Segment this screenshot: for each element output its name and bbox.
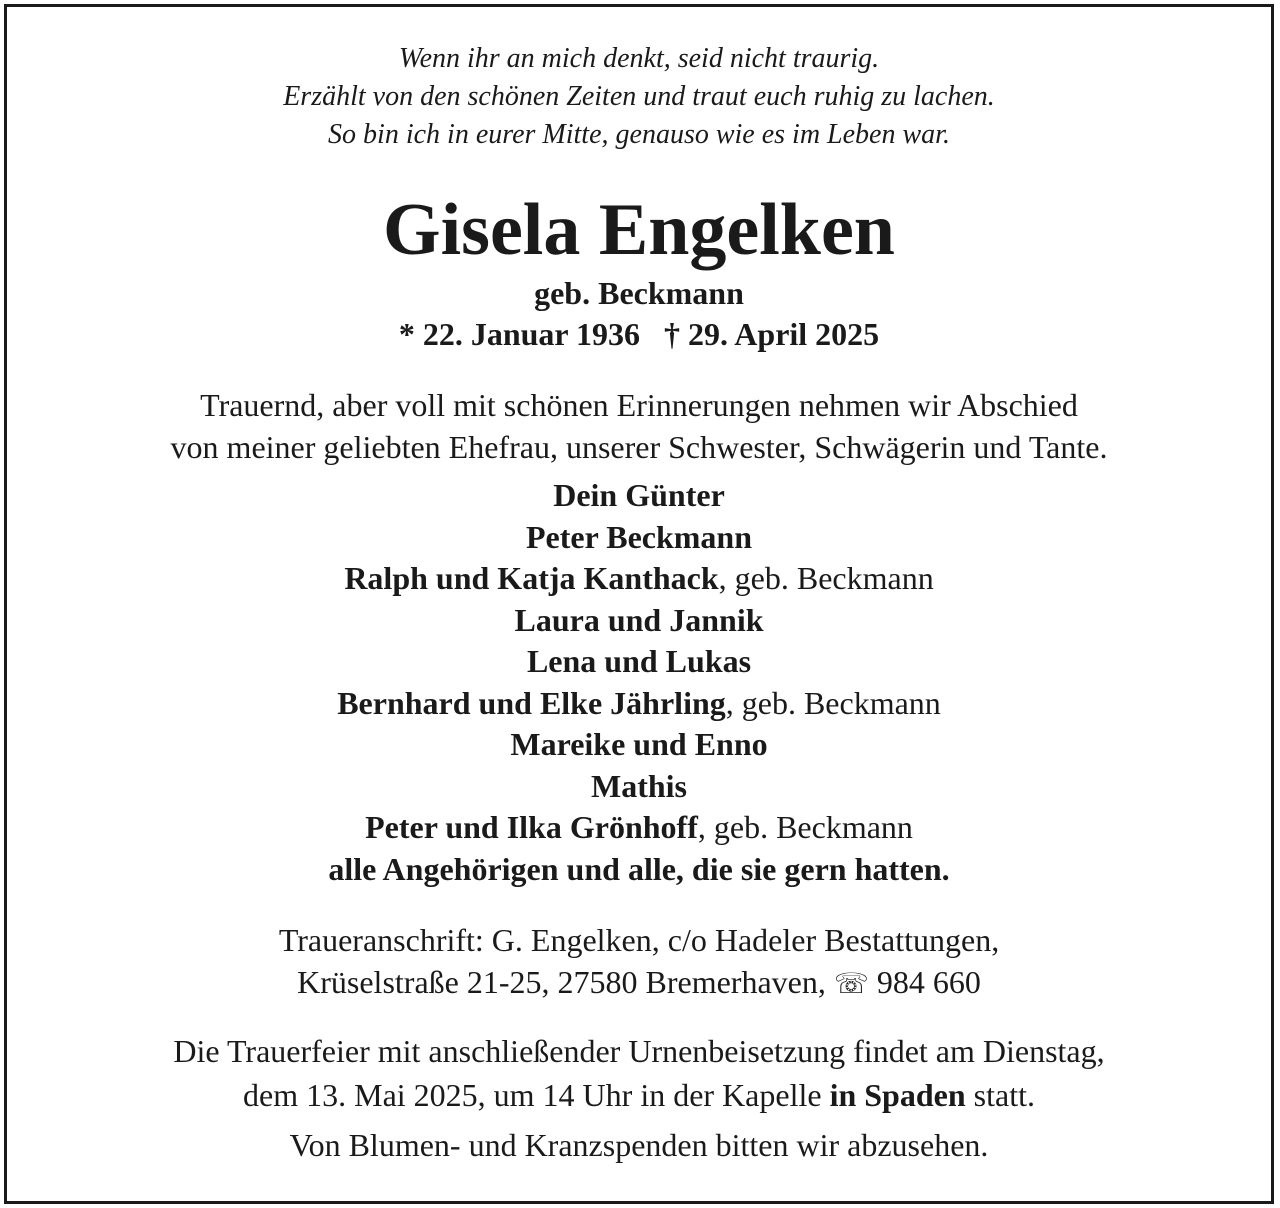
telephone-icon: ☏: [833, 967, 869, 1000]
mourner-suffix: , geb. Beckmann: [697, 809, 913, 845]
mourner-row: [7, 849, 1271, 891]
mourner-row: [7, 766, 1271, 808]
poem-line: Wenn ihr an mich denkt, seid nicht traurig.: [398, 43, 880, 74]
mourner-names: Lena und Lukas: [526, 643, 752, 679]
poem: [7, 40, 1271, 154]
mourner-names: Peter und Ilka Grönhoff: [365, 809, 698, 845]
phone-number: 984 660: [876, 964, 981, 1000]
farewell-line: von meiner geliebten Ehefrau, unserer Schwester, Schwägerin und Tante.: [170, 429, 1108, 465]
ceremony-info: [7, 1029, 1271, 1117]
ceremony-line: [7, 1073, 1271, 1117]
poem-line: So bin ich in eurer Mitte, genauso wie es im Leben war.: [328, 119, 950, 150]
address-street: Krüselstraße 21-25, 27580 Bremerhaven,: [297, 964, 826, 1000]
address-line: [7, 961, 1271, 1005]
mourner-row: [7, 807, 1271, 849]
address-line: Traueranschrift: G. Engelken, c/o Hadeler Bestattungen,: [278, 922, 1000, 958]
mourner-row: [7, 600, 1271, 642]
mourner-names: Dein Günter: [553, 477, 725, 513]
ceremony-place: in Spaden: [829, 1077, 966, 1113]
birth-date: * 22. Januar 1936: [398, 316, 641, 352]
ceremony-line: Die Trauerfeier mit anschließender Urnenbeisetzung findet am Dienstag,: [173, 1033, 1105, 1069]
mourner-suffix: , geb. Beckmann: [725, 684, 941, 721]
mourner-row: [7, 724, 1271, 766]
life-dates: [7, 312, 1271, 356]
mourner-names: Bernhard und Elke Jährling: [337, 684, 726, 721]
mourner-row: [7, 641, 1271, 683]
farewell-text: [7, 384, 1271, 468]
mourner-row: [7, 683, 1271, 725]
mourner-suffix: , geb. Beckmann: [718, 560, 934, 596]
farewell-line: Trauernd, aber voll mit schönen Erinnerungen nehmen wir Abschied: [200, 387, 1078, 423]
mourner-names: Peter Beckmann: [525, 518, 753, 555]
obituary-frame: [4, 4, 1274, 1204]
mourner-names: Ralph und Katja Kanthack: [344, 560, 719, 596]
mourner-row: [7, 558, 1271, 600]
poem-line: Erzählt von den schönen Zeiten und traut euch ruhig zu lachen.: [283, 81, 995, 112]
mourner-names: alle Angehörigen und alle, die sie gern hatten.: [328, 850, 950, 887]
mourner-names: Mathis: [591, 767, 687, 804]
mourner-row: [7, 517, 1271, 559]
flowers-note: Von Blumen- und Kranzspenden bitten wir abzusehen.: [289, 1127, 989, 1163]
ceremony-date-time: dem 13. Mai 2025, um 14 Uhr in der Kapelle: [243, 1077, 822, 1113]
deceased-born-name: geb. Beckmann: [534, 275, 744, 311]
mourning-address: [7, 919, 1271, 1005]
death-date: † 29. April 2025: [664, 316, 880, 352]
mourner-names: Mareike und Enno: [510, 726, 768, 762]
ceremony-suffix: statt.: [973, 1077, 1035, 1113]
mourners-list: [7, 475, 1271, 890]
deceased-name: Gisela Engelken: [383, 189, 895, 271]
mourner-names: Laura und Jannik: [514, 601, 764, 638]
mourner-row: [7, 475, 1271, 517]
